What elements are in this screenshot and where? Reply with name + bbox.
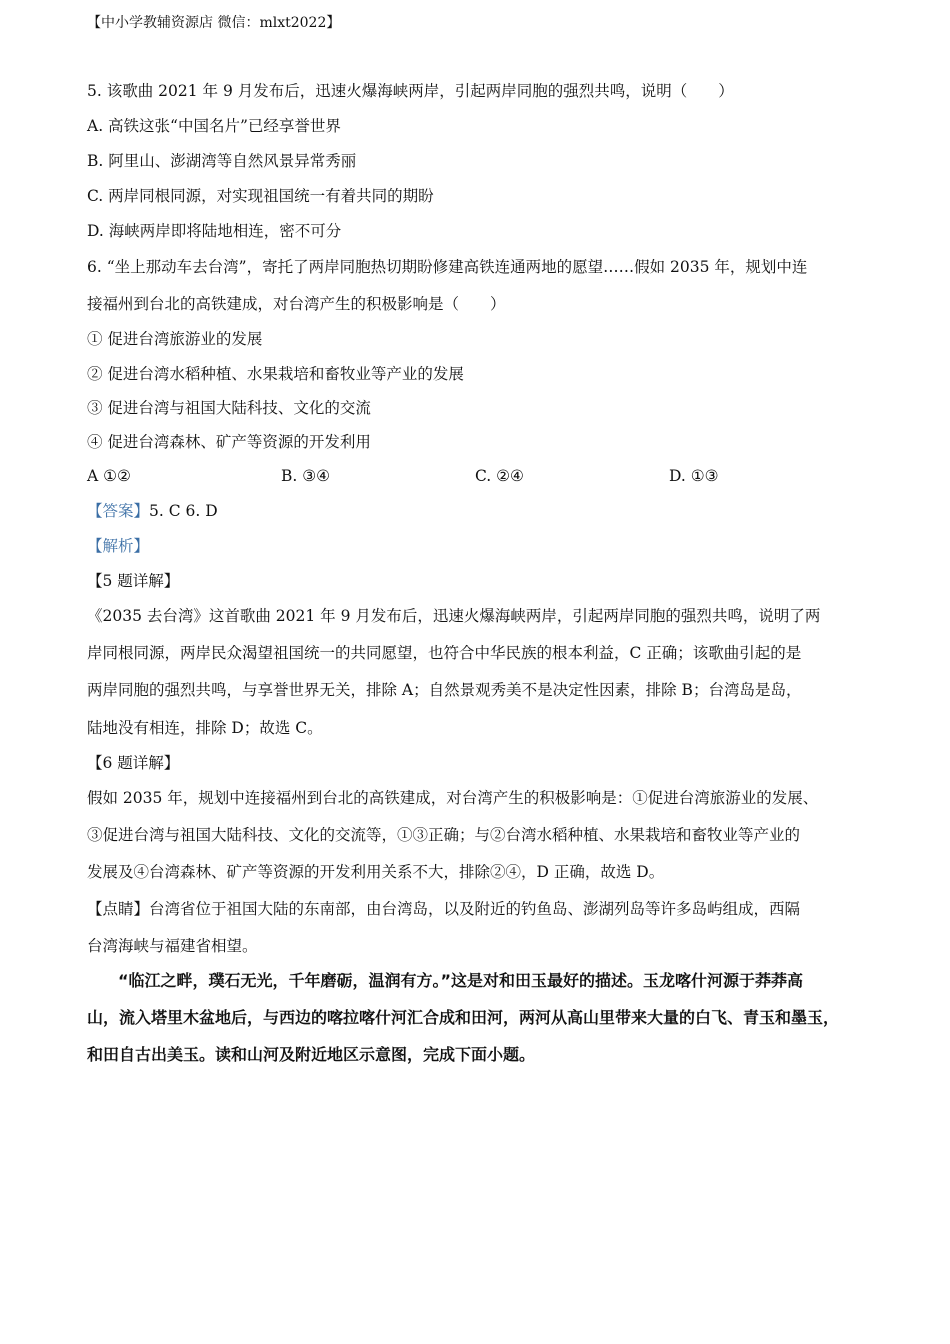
q5-option-a: A. 高铁这张“中国名片”已经享誉世界 xyxy=(87,117,341,135)
q6-item-4: ④ 促进台湾森林、矿产等资源的开发利用 xyxy=(87,433,371,451)
q6-stem-line2: 接福州到台北的高铁建成，对台湾产生的积极影响是（ ） xyxy=(87,295,506,313)
q6-item-2: ② 促进台湾水稻种植、水果栽培和畜牧业等产业的发展 xyxy=(87,365,464,383)
detail5-line-1: 《2035 去台湾》这首歌曲 2021 年 9 月发布后，迅速火爆海峡两岸，引起两岸同胞的强烈共鸣，说明了两 xyxy=(87,607,821,625)
answer-line xyxy=(87,501,218,521)
q5-option-d: D. 海峡两岸即将陆地相连，密不可分 xyxy=(87,222,342,240)
detail6-line-1: 假如 2035 年，规划中连接福州到台北的高铁建成，对台湾产生的积极影响是：①促进台湾旅游业的发展、 xyxy=(87,789,819,807)
detail5-line-4: 陆地没有相连，排除 D；故选 C。 xyxy=(87,719,323,737)
q6-choice-a: A ①② xyxy=(87,467,131,485)
intro-line-1: “临江之畔，璞石无光，千年磨砺，温润有方。”这是对和田玉最好的描述。玉龙喀什河源于莽莽高 xyxy=(118,971,804,990)
q6-choice-c: C. ②④ xyxy=(475,467,524,485)
tip-line-1: 【点睛】台湾省位于祖国大陆的东南部，由台湾岛，以及附近的钓鱼岛、澎湖列岛等许多岛屿组成，西隔 xyxy=(87,900,801,918)
intro-line-2: 山，流入塔里木盆地后，与西边的喀拉喀什河汇合成和田河，两河从高山里带来大量的白飞、青玉和墨玉， xyxy=(87,1008,840,1027)
detail6-line-2: ③促进台湾与祖国大陆科技、文化的交流等，①③正确；与②台湾水稻种植、水果栽培和畜牧业等产业的 xyxy=(87,826,801,844)
intro-line-3: 和田自古出美玉。读和山河及附近地区示意图，完成下面小题。 xyxy=(87,1045,536,1064)
detail5-line-2: 岸同根同源，两岸民众渴望祖国统一的共同愿望，也符合中华民族的根本利益，C 正确；该歌曲引起的是 xyxy=(87,644,802,662)
answer-label: 【答案】 xyxy=(87,502,150,520)
q5-option-c: C. 两岸同根同源，对实现祖国统一有着共同的期盼 xyxy=(87,187,434,205)
q6-choice-b: B. ③④ xyxy=(281,467,331,485)
q5-option-b: B. 阿里山、澎湖湾等自然风景异常秀丽 xyxy=(87,152,357,170)
q6-stem-line1: 6. “坐上那动车去台湾”，寄托了两岸同胞热切期盼修建高铁连通两地的愿望……假如 2035 年，规划中连 xyxy=(87,258,808,276)
detail6-line-3: 发展及④台湾森林、矿产等资源的开发利用关系不大，排除②④，D 正确，故选 D。 xyxy=(87,863,665,881)
page-header: 【中小学教辅资源店 微信：mlxt2022】 xyxy=(87,15,341,31)
analysis-label: 【解析】 xyxy=(87,537,150,555)
q6-item-3: ③ 促进台湾与祖国大陆科技、文化的交流 xyxy=(87,399,371,417)
detail6-title: 【6 题详解】 xyxy=(87,754,180,772)
detail5-title: 【5 题详解】 xyxy=(87,572,180,590)
q6-choice-d: D. ①③ xyxy=(669,467,719,485)
answer-text: 5. C 6. D xyxy=(149,502,218,520)
tip-line-2: 台湾海峡与福建省相望。 xyxy=(87,937,258,955)
detail5-line-3: 两岸同胞的强烈共鸣，与享誉世界无关，排除 A；自然景观秀美不是决定性因素，排除 B；台湾岛是岛， xyxy=(87,681,802,699)
q6-item-1: ① 促进台湾旅游业的发展 xyxy=(87,330,263,348)
q5-stem: 5. 该歌曲 2021 年 9 月发布后，迅速火爆海峡两岸，引起两岸同胞的强烈共鸣，说明（ ） xyxy=(87,82,734,100)
